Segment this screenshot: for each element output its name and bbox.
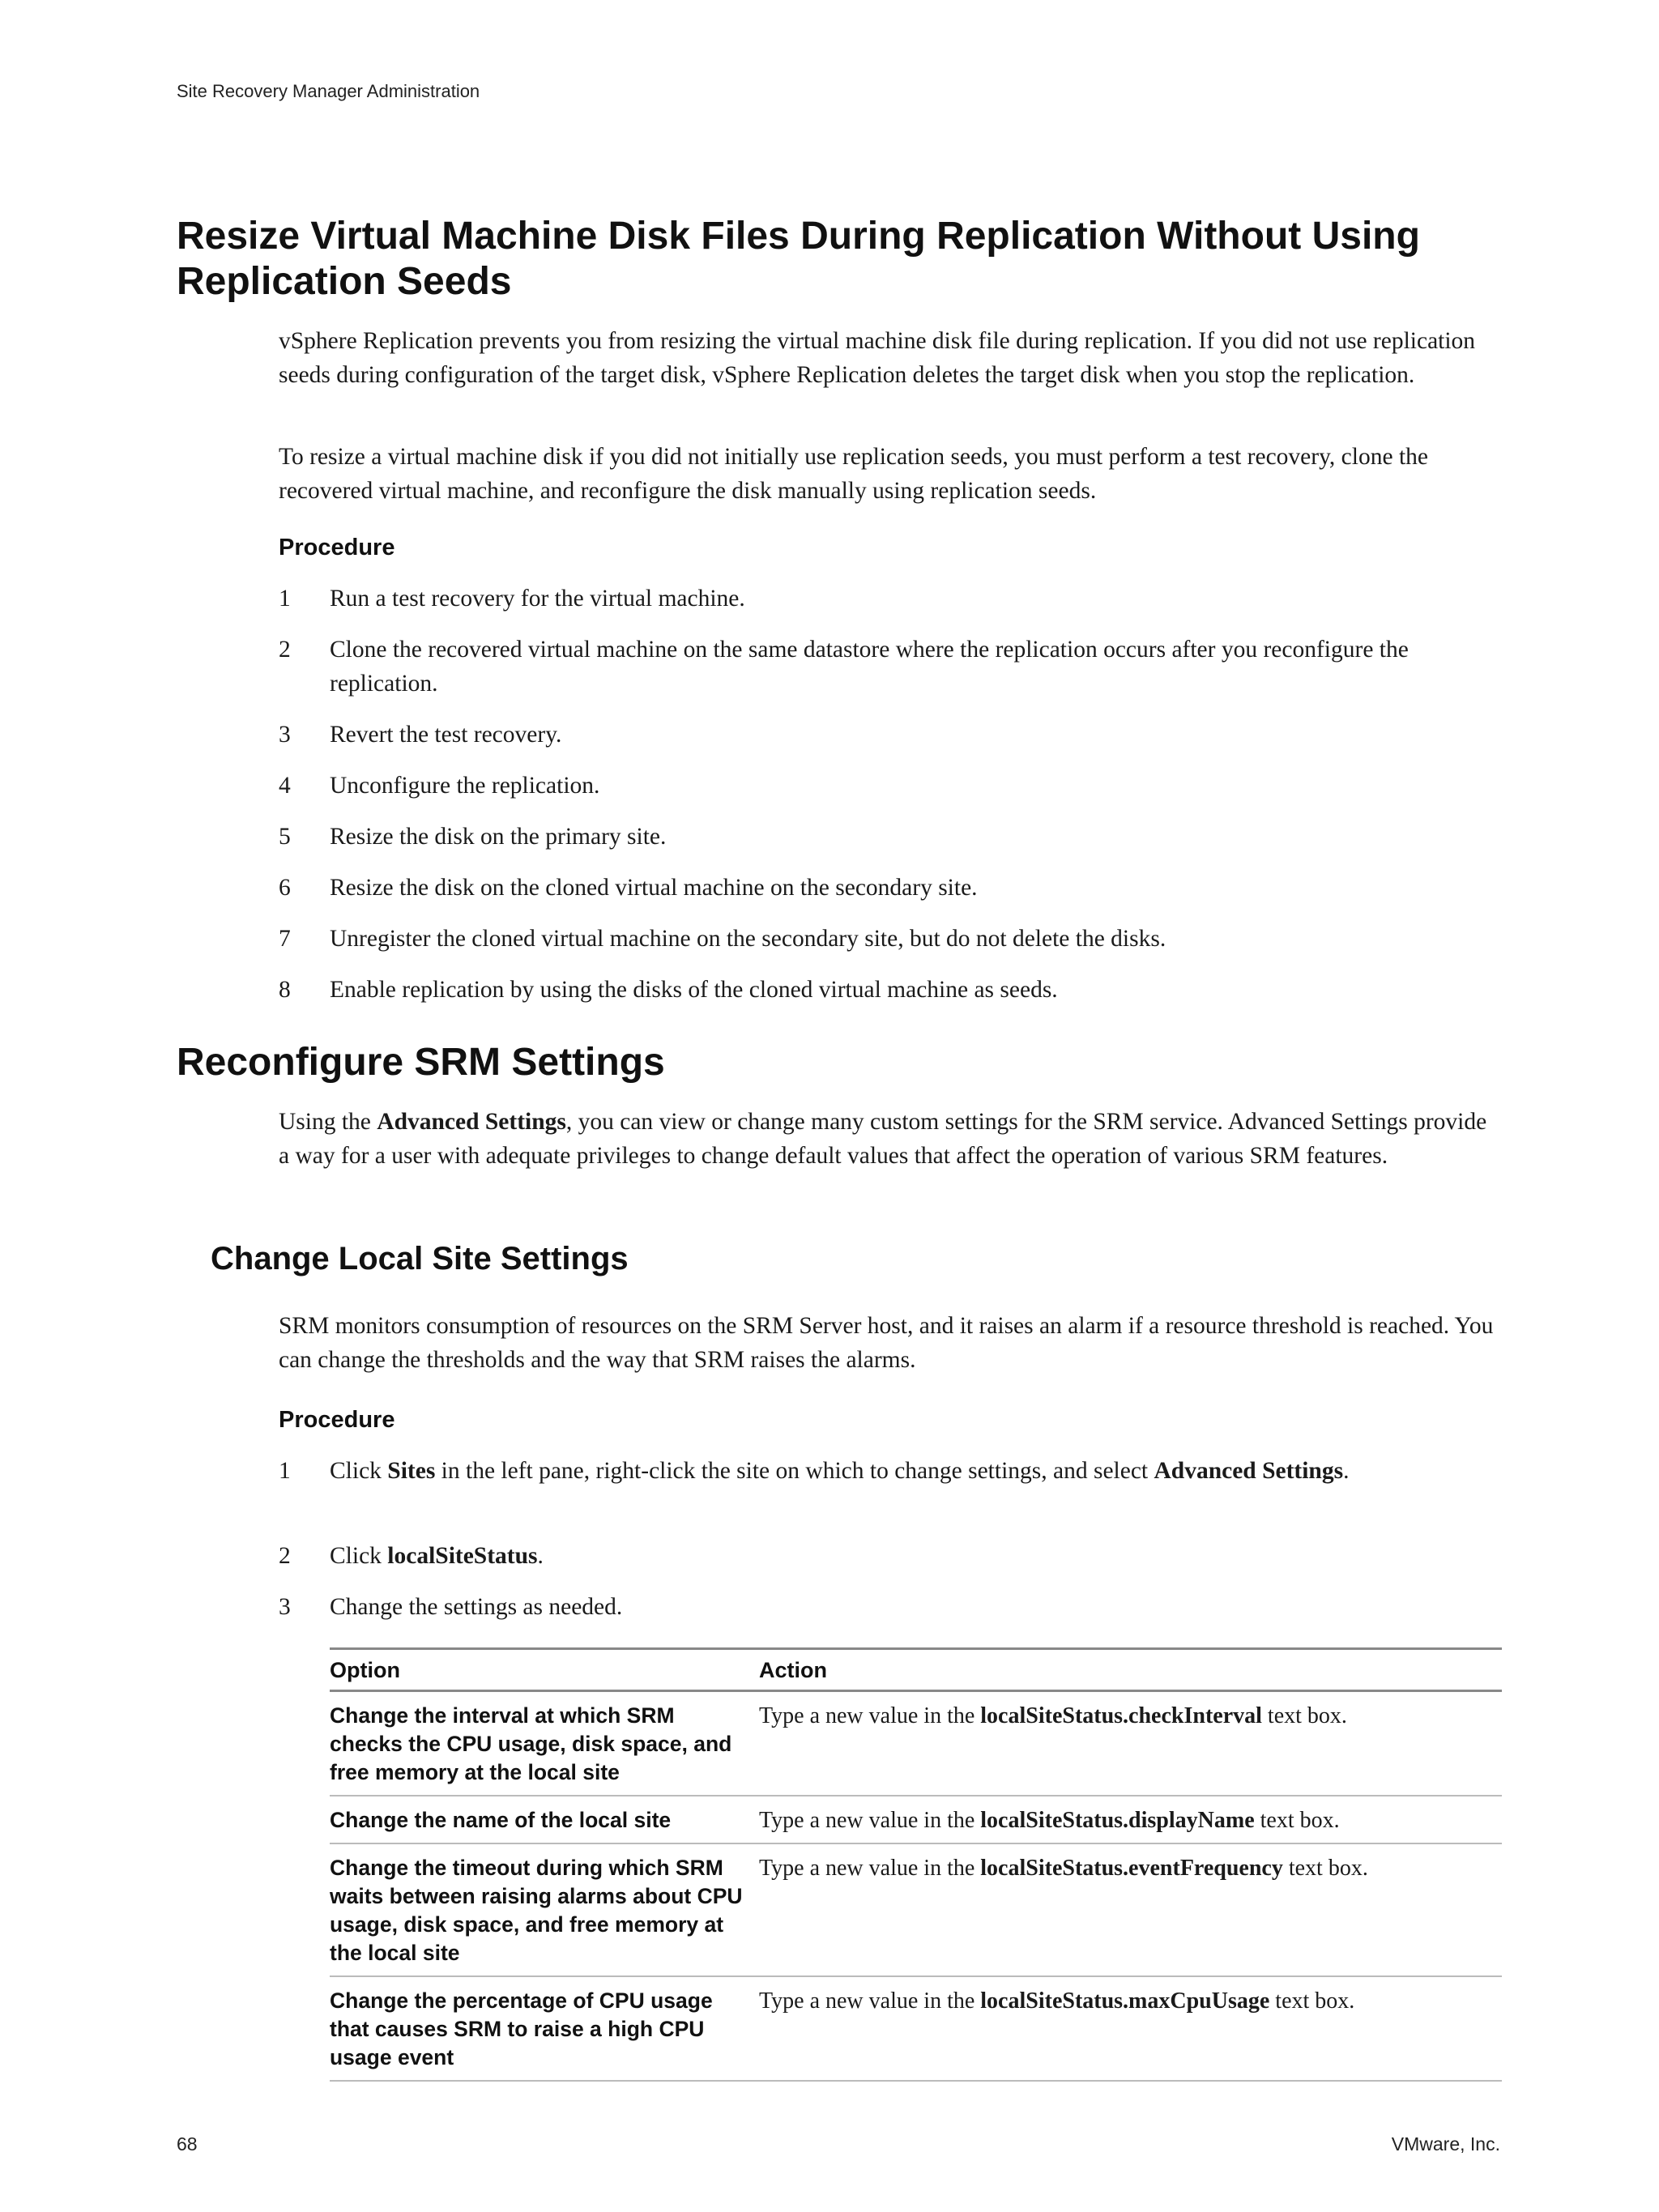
paragraph-local-site: SRM monitors consumption of resources on the SRM Server host, and it raises an alarm if a resource threshold is reached. You can change the thresholds and the way that SRM raises the alarms. [279, 1313, 1494, 1373]
text-run: in the left pane, right-click the site on which to change settings, and select [435, 1458, 1154, 1484]
text-run: Type a new value in the [759, 1988, 981, 2014]
step-number: 1 [279, 1458, 291, 1484]
action-cell [759, 1976, 1502, 2081]
table-row [330, 1976, 1502, 2081]
step-text: Change the settings as needed. [330, 1594, 623, 1620]
step-number: 2 [279, 1543, 291, 1569]
text-run-bold: Advanced Settings [1154, 1458, 1344, 1484]
step-number: 7 [279, 926, 291, 952]
option-cell: Change the name of the local site [330, 1796, 759, 1843]
step-number: 3 [279, 722, 291, 748]
text-run-bold: Sites [387, 1458, 436, 1484]
section-title-resize-disk [177, 214, 1420, 305]
step-number: 1 [279, 586, 291, 612]
step-number: 5 [279, 824, 291, 850]
setting-name: localSiteStatus.maxCpuUsage [980, 1988, 1270, 2014]
step-number: 8 [279, 977, 291, 1003]
text-run: . [1343, 1458, 1350, 1484]
procedure-heading: Procedure [279, 535, 395, 560]
text-run: text box. [1282, 1856, 1368, 1881]
text-run: Click [330, 1543, 388, 1569]
step-text: Unconfigure the replication. [330, 773, 600, 799]
text-run: . [537, 1543, 544, 1569]
text-run: Using the [279, 1109, 377, 1135]
step-text: Revert the test recovery. [330, 722, 562, 748]
procedure-step [279, 633, 1502, 701]
paragraph-resize-steps: To resize a virtual machine disk if you did not initially use replication seeds, you must perform a test recovery, clone the recovered virtual machine, and reconfigure the disk manually using replication seeds. [279, 444, 1428, 504]
section-title-reconfigure-srm: Reconfigure SRM Settings [177, 1041, 665, 1084]
option-cell: Change the percentage of CPU usage that causes SRM to raise a high CPU usage event [330, 1976, 759, 2081]
procedure-step [279, 1590, 1502, 1624]
procedure-step [279, 820, 1502, 854]
column-header-action: Action [759, 1649, 1502, 1691]
procedure-step [279, 582, 1502, 616]
subsection-title-local-site: Change Local Site Settings [211, 1241, 629, 1276]
step-text [330, 1539, 1456, 1573]
setting-name: localSiteStatus.displayName [980, 1808, 1255, 1833]
text-run: text box. [1254, 1808, 1340, 1833]
procedure-step [279, 1454, 1502, 1488]
paragraph-intro: vSphere Replication prevents you from resizing the virtual machine disk file during replication. If you did not use replication seeds during configuration of the target disk, vSphere Replication deletes the target disk when you stop the replication. [279, 328, 1476, 388]
text-run: , you can view or change many custom settings for the SRM service. Advanced Settings provide a way for a user with adequate privileges to change default values that affect the operation of various SRM features. [279, 1109, 1487, 1169]
procedure-step [279, 973, 1502, 1007]
action-cell [759, 1843, 1502, 1976]
step-text: Resize the disk on the primary site. [330, 824, 667, 850]
step-number: 3 [279, 1594, 291, 1620]
paragraph-advanced-settings [279, 1105, 1502, 1173]
step-text: Resize the disk on the cloned virtual machine on the secondary site. [330, 875, 978, 901]
step-text: Enable replication by using the disks of the cloned virtual machine as seeds. [330, 977, 1058, 1003]
text-run: text box. [1261, 1703, 1347, 1728]
text-run: Type a new value in the [759, 1808, 981, 1833]
step-text: Clone the recovered virtual machine on the same datastore where the replication occurs after you reconfigure the replication. [330, 637, 1409, 697]
procedure-step [279, 1539, 1502, 1573]
running-header: Site Recovery Manager Administration [177, 81, 480, 101]
step-number: 4 [279, 773, 291, 799]
step-number: 6 [279, 875, 291, 901]
text-run: Click [330, 1458, 388, 1484]
text-run-bold: Advanced Settings [377, 1109, 566, 1135]
table-row [330, 1691, 1502, 1796]
table-header-row [330, 1649, 1502, 1691]
option-cell: Change the interval at which SRM checks the CPU usage, disk space, and free memory at the local site [330, 1691, 759, 1796]
table-row [330, 1796, 1502, 1843]
text-run: text box. [1269, 1988, 1355, 2014]
column-header-option: Option [330, 1649, 759, 1691]
title-line-2: Replication Seeds [177, 260, 512, 303]
step-number: 2 [279, 637, 291, 663]
title-line-1: Resize Virtual Machine Disk Files During Replication Without Using [177, 215, 1420, 258]
option-cell: Change the timeout during which SRM waits between raising alarms about CPU usage, disk space, and free memory at the local site [330, 1843, 759, 1976]
step-text: Run a test recovery for the virtual machine. [330, 586, 745, 612]
setting-name: localSiteStatus.eventFrequency [980, 1856, 1283, 1881]
step-text: Unregister the cloned virtual machine on the secondary site, but do not delete the disks. [330, 926, 1166, 952]
step-text [330, 1454, 1456, 1488]
procedure-step [279, 718, 1502, 752]
footer-company: VMware, Inc. [1391, 2133, 1500, 2154]
text-run: Type a new value in the [759, 1856, 981, 1881]
procedure-step [279, 769, 1502, 803]
settings-table [330, 1647, 1502, 2082]
procedure-step [279, 871, 1502, 905]
page-number: 68 [177, 2133, 198, 2154]
procedure-heading: Procedure [279, 1407, 395, 1433]
procedure-step [279, 922, 1502, 956]
action-cell [759, 1691, 1502, 1796]
text-run: Type a new value in the [759, 1703, 981, 1728]
action-cell [759, 1796, 1502, 1843]
setting-name: localSiteStatus.checkInterval [980, 1703, 1262, 1728]
text-run-bold: localSiteStatus [387, 1543, 538, 1569]
table-row [330, 1843, 1502, 1976]
